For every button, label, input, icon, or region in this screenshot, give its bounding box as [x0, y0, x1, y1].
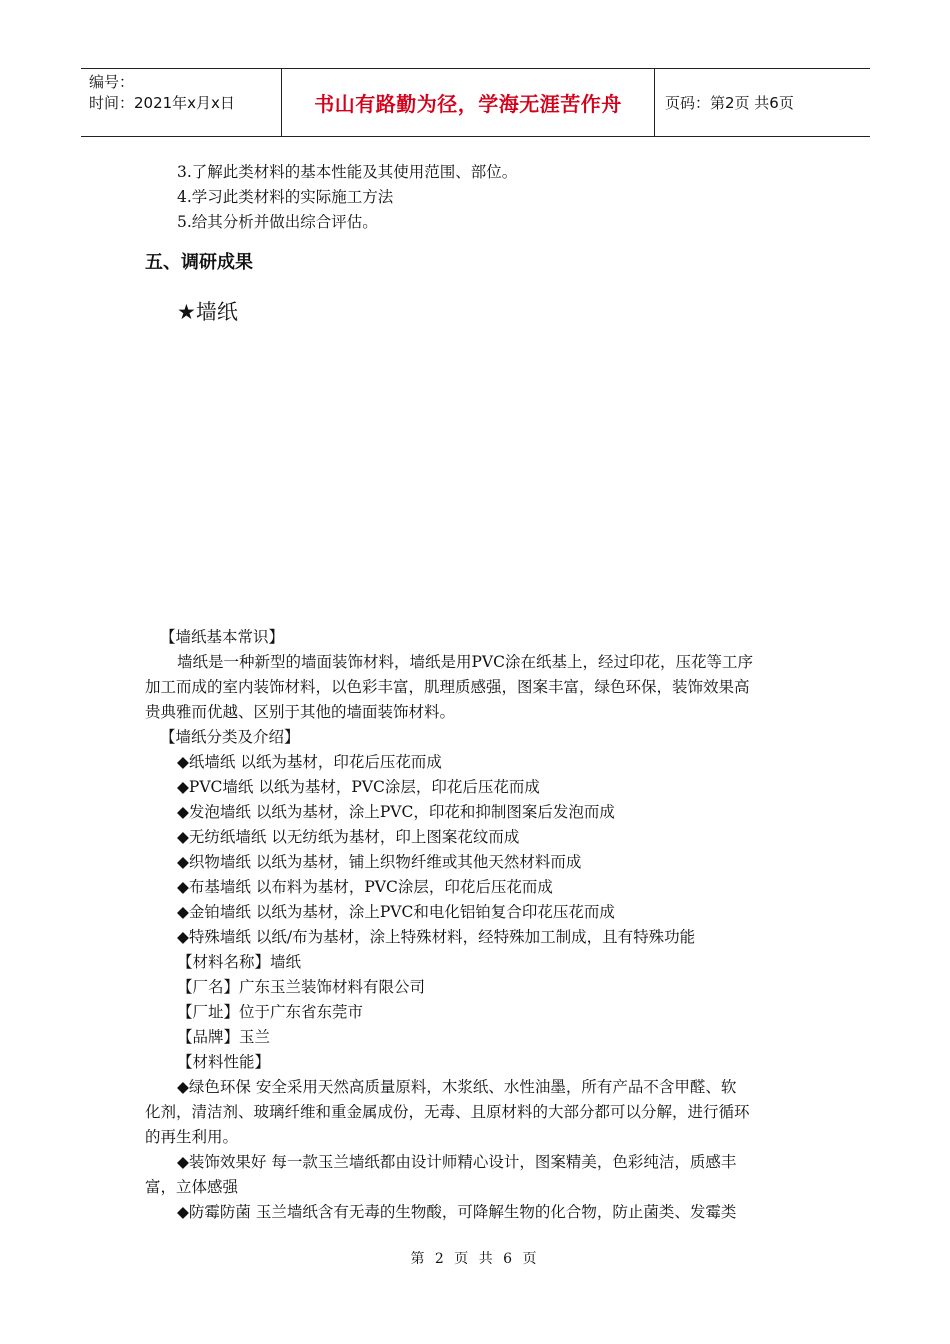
basics-line: 加工而成的室内装饰材料，以色彩丰富，肌理质感强，图案丰富，绿色环保，装饰效果高: [145, 678, 750, 696]
manufacturer: 【厂名】广东玉兰装饰材料有限公司: [177, 978, 426, 996]
basics-heading: 【墙纸基本常识】: [160, 628, 285, 646]
header-motto: 书山有路勤为径，学海无涯苦作舟: [282, 69, 655, 136]
header-meta: [81, 69, 282, 136]
type-item: ◆金铂墙纸 以纸为基材，涂上PVC和电化铝铂复合印花压花而成: [177, 903, 615, 921]
perf-line: ◆绿色环保 安全采用天然高质量原料，木浆纸、水性油墨，所有产品不含甲醛、软: [177, 1078, 737, 1096]
page-header: [81, 68, 870, 137]
type-item: ◆布基墙纸 以布料为基材，PVC涂层，印花后压花而成: [177, 878, 553, 896]
types-heading: 【墙纸分类及介绍】: [160, 728, 300, 746]
material-name: 【材料名称】墙纸: [177, 953, 302, 971]
perf-line: ◆防霉防菌 玉兰墙纸含有无毒的生物酸，可降解生物的化合物，防止菌类、发霉类: [177, 1203, 737, 1221]
intro-item: 5.给其分析并做出综合评估。: [177, 213, 378, 231]
section-title: 五、调研成果: [145, 252, 253, 273]
type-item: ◆特殊墙纸 以纸/布为基材，涂上特殊材料，经特殊加工制成，且有特殊功能: [177, 928, 696, 946]
basics-line: 贵典雅而优越、区别于其他的墙面装饰材料。: [145, 703, 456, 721]
type-item: ◆发泡墙纸 以纸为基材，涂上PVC，印花和抑制图案后发泡而成: [177, 803, 615, 821]
perf-line: ◆装饰效果好 每一款玉兰墙纸都由设计师精心设计，图案精美，色彩纯洁，质感丰: [177, 1153, 737, 1171]
address: 【厂址】位于广东省东莞市: [177, 1003, 364, 1021]
brand: 【品牌】玉兰: [177, 1028, 271, 1046]
page-footer: 第 2 页 共 6 页: [410, 1251, 540, 1267]
subsection-title: ★墙纸: [177, 300, 238, 324]
type-item: ◆织物墙纸 以纸为基材，铺上织物纤维或其他天然材料而成: [177, 853, 582, 871]
type-item: ◆无纺纸墙纸 以无纺纸为基材，印上图案花纹而成: [177, 828, 520, 846]
perf-line: 的再生利用。: [145, 1128, 239, 1146]
perf-line: 富，立体感强: [145, 1178, 239, 1196]
basics-line: 墙纸是一种新型的墙面装饰材料，墙纸是用PVC涂在纸基上，经过印花，压花等工序: [177, 653, 753, 671]
header-page-info: 页码：第2页 共6页: [665, 94, 794, 112]
type-item: ◆PVC墙纸 以纸为基材，PVC涂层，印花后压花而成: [177, 778, 540, 796]
intro-item: 3.了解此类材料的基本性能及其使用范围、部位。: [177, 163, 518, 181]
performance-heading: 【材料性能】: [177, 1053, 271, 1071]
number-label: 编号：: [89, 73, 135, 91]
type-item: ◆纸墙纸 以纸为基材，印花后压花而成: [177, 753, 442, 771]
time-label: 时间：2021年x月x日: [89, 94, 235, 112]
intro-item: 4.学习此类材料的实际施工方法: [177, 188, 394, 206]
perf-line: 化剂，清洁剂、玻璃纤维和重金属成份，无毒、且原材料的大部分都可以分解，进行循环: [145, 1103, 750, 1121]
